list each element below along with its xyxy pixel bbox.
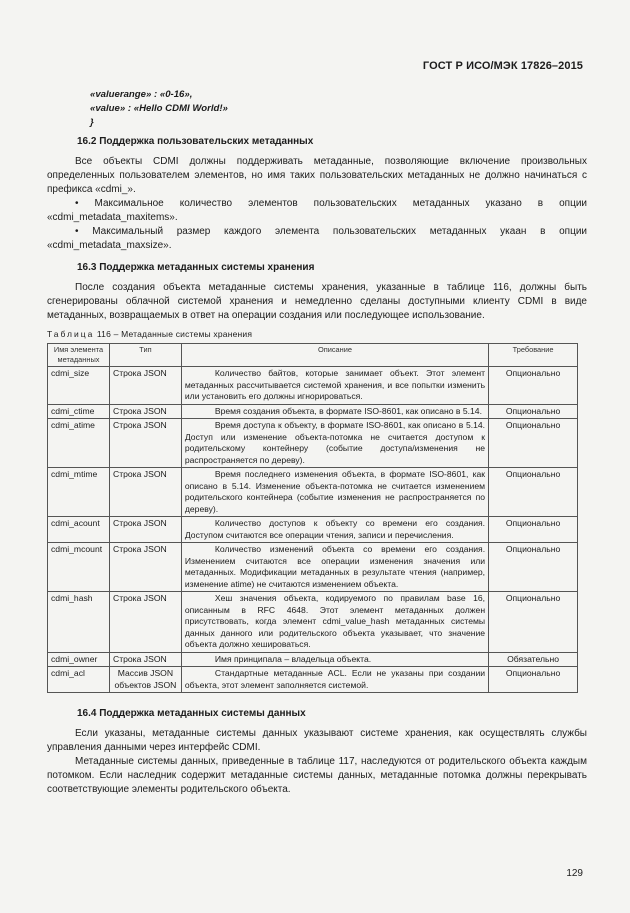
cell-type: Строка JSON [109,468,181,517]
table-row [48,652,578,667]
column-header: Описание [181,344,488,367]
code-line: «valuerange» : «0-16», [90,89,193,100]
cell-requirement: Опционально [489,404,578,419]
table-caption-word: Таблица [47,329,95,339]
cell-description: Количество байтов, которые занимает объект. Этот элемент метаданных рассчитывается системой хранения, и все попытки изменить или установить его должны игнорироваться. [181,367,488,405]
cell-name: cdmi_owner [48,652,110,667]
paragraph: Все объекты CDMI должны поддерживать метаданные, позволяющие включение произвольных определенных пользователем элементов, но имя таких пользовательских метаданных не должно начинаться с префикса «cdmi_». [47,156,587,195]
column-header: Имя элемента метаданных [48,344,110,367]
cell-name: cdmi_size [48,367,110,405]
cell-name: cdmi_mtime [48,468,110,517]
cell-type: Строка JSON [109,404,181,419]
main-content [47,135,587,797]
code-line: } [90,117,94,128]
cell-name: cdmi_ctime [48,404,110,419]
table-row [48,367,578,405]
cell-type: Строка JSON [109,419,181,468]
cell-requirement: Опционально [489,367,578,405]
cell-requirement: Опционально [489,592,578,653]
cell-type: Строка JSON [109,592,181,653]
cell-type: Строка JSON [109,367,181,405]
document-header: ГОСТ Р ИСО/МЭК 17826–2015 [422,60,583,72]
table-row [48,419,578,468]
cell-description: Время последнего изменения объекта, в формате ISO-8601, как описано в 5.14. Изменение объекта-потомка не считается изменением родительского контейнера (событие изменения не распространяется по дереву). [181,468,488,517]
table-row [48,404,578,419]
cell-type: Строка JSON [109,517,181,543]
table-row [48,468,578,517]
cell-description: Стандартные метаданные ACL. Если не указаны при создании объекта, этот элемент заполняется системой. [181,667,488,693]
code-line: «value» : «Hello CDMI World!» [90,103,228,114]
cell-requirement: Опционально [489,667,578,693]
paragraph: После создания объекта метаданные системы хранения, указанные в таблице 116, должны быть сгенерированы облачной системой хранения и немедленно сделаны доступными клиенту CDMI в виде метаданных, возвращаемых в ответ на операции создания или последующее использование. [47,282,587,321]
cell-description: Время доступа к объекту, в формате ISO-8601, как описано в 5.14. Доступ или изменение объекта-потомка не считается доступом к родительскому контейнеру (событие доступа/изменения не распространяется по дереву). [181,419,488,468]
table-caption-text: 116 – Метаданные системы хранения [96,329,253,339]
cell-description: Количество доступов к объекту со времени его создания. Доступом считаются все операции чтения, записи и перечисления. [181,517,488,543]
metadata-table [47,343,578,693]
cell-requirement: Опционально [489,468,578,517]
section-16-3-title: 16.3 Поддержка метаданных системы хранения [77,262,315,273]
code-snippet [90,88,228,130]
cell-name: cdmi_atime [48,419,110,468]
paragraph: Если указаны, метаданные системы данных указывают системе хранения, как осуществлять службы управления данными через интерфейс CDMI. [47,728,587,753]
cell-type: Строка JSON [109,652,181,667]
bullet-item: • Максимальное количество элементов пользовательских метаданных указано в опции «cdmi_metadata_maxitems». [47,198,587,223]
cell-description: Количество изменений объекта со времени его создания. Изменением считаются все операции изменения значения или метаданных. Модификации метаданных в результате чтения (например, изменение atime) не считаются изменением объекта. [181,543,488,592]
bullet-item: • Максимальный размер каждого элемента пользовательских метаданных укаан в опции «cdmi_metadata_maxsize». [47,226,587,251]
section-16-2-title: 16.2 Поддержка пользовательских метаданных [77,136,314,147]
table-header-row [48,344,578,367]
cell-requirement: Обязательно [489,652,578,667]
column-header: Тип [109,344,181,367]
cell-description: Имя принципала – владельца объекта. [181,652,488,667]
cell-description: Хеш значения объекта, кодируемого по правилам base 16, описанным в RFC 4648. Этот элемент метаданных должен присутствовать, когда элемент cdmi_value_hash метаданных системы данных данного или родительского объекта указывает, что значение объекта должно хешироваться. [181,592,488,653]
table-caption [47,327,587,341]
cell-requirement: Опционально [489,419,578,468]
paragraph: Метаданные системы данных, приведенные в таблице 117, наследуются от родительского объекта каждым потомком. Если наследник содержит метаданные системы данных, метаданные потомка должны перекрывать соответствующие элементы родительского объекта. [47,756,587,795]
cell-name: cdmi_hash [48,592,110,653]
table-row [48,543,578,592]
cell-description: Время создания объекта, в формате ISO-8601, как описано в 5.14. [181,404,488,419]
cell-name: cdmi_acount [48,517,110,543]
cell-requirement: Опционально [489,543,578,592]
cell-type: Массив JSON объектов JSON [109,667,181,693]
column-header: Требование [489,344,578,367]
table-row [48,592,578,653]
cell-name: cdmi_acl [48,667,110,693]
cell-requirement: Опционально [489,517,578,543]
section-16-4-title: 16.4 Поддержка метаданных системы данных [77,708,306,719]
table-row [48,667,578,693]
page-number: 129 [566,868,583,879]
cell-type: Строка JSON [109,543,181,592]
table-row [48,517,578,543]
cell-name: cdmi_mcount [48,543,110,592]
